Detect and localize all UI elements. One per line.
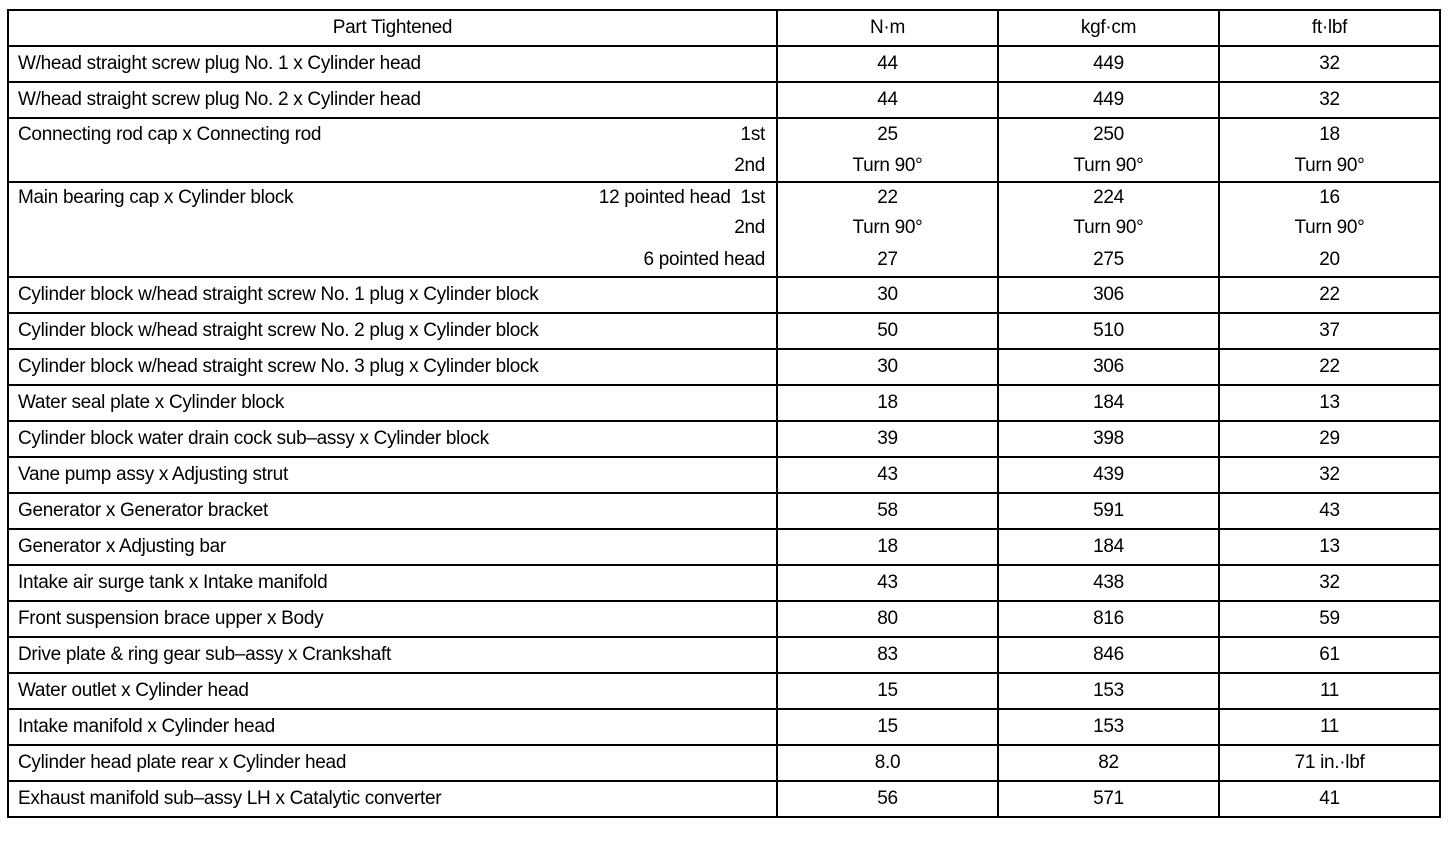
header-part-tightened: Part Tightened — [8, 10, 777, 46]
nm-cell: 15 — [777, 673, 998, 709]
part-cell: Cylinder block w/head straight screw No. 3 plug x Cylinder block — [8, 349, 777, 385]
kgf-cm-cell: 816 — [998, 601, 1219, 637]
ft-lbf-cell: 32 — [1219, 46, 1440, 82]
ft-lbf-cell: 29 — [1219, 421, 1440, 457]
nm-cell — [777, 182, 998, 277]
nm-cell: 15 — [777, 709, 998, 745]
step-value: 250 — [1093, 124, 1124, 145]
table-row — [8, 457, 1440, 493]
table-row-multistep — [8, 118, 1440, 182]
kgf-cm-cell: 184 — [998, 385, 1219, 421]
step-value: 27 — [877, 249, 898, 270]
part-line — [18, 243, 776, 276]
part-cell: Water outlet x Cylinder head — [8, 673, 777, 709]
part-cell: Generator x Generator bracket — [8, 493, 777, 529]
ft-lbf-cell: 22 — [1219, 277, 1440, 313]
nm-cell: 44 — [777, 82, 998, 118]
step-label: 12 pointed head 1st — [598, 187, 765, 208]
step-label: 6 pointed head — [643, 249, 765, 270]
header-ft-lbf: ft·lbf — [1219, 10, 1440, 46]
kgf-cm-cell: 306 — [998, 349, 1219, 385]
table-row — [8, 565, 1440, 601]
table-row — [8, 781, 1440, 817]
part-cell: Intake air surge tank x Intake manifold — [8, 565, 777, 601]
ft-lbf-cell: 11 — [1219, 673, 1440, 709]
table-row — [8, 349, 1440, 385]
kgf-cm-cell: 398 — [998, 421, 1219, 457]
ft-lbf-cell — [1219, 182, 1440, 277]
step-value: 275 — [1093, 249, 1124, 270]
step-value: Turn 90° — [1294, 217, 1365, 238]
part-line — [18, 119, 776, 150]
part-line — [18, 213, 776, 243]
step-value: 25 — [877, 124, 898, 145]
step-value: 22 — [877, 187, 898, 208]
step-value: Turn 90° — [1073, 217, 1144, 238]
part-cell — [8, 182, 777, 277]
nm-cell: 83 — [777, 637, 998, 673]
ft-lbf-cell: 71 in.·lbf — [1219, 745, 1440, 781]
nm-cell: 8.0 — [777, 745, 998, 781]
table-row — [8, 673, 1440, 709]
nm-cell: 50 — [777, 313, 998, 349]
ft-lbf-cell: 32 — [1219, 457, 1440, 493]
table-row — [8, 709, 1440, 745]
step-label: 2nd — [734, 217, 765, 238]
ft-lbf-cell: 11 — [1219, 709, 1440, 745]
table-row — [8, 745, 1440, 781]
ft-lbf-cell: 61 — [1219, 637, 1440, 673]
kgf-cm-cell: 438 — [998, 565, 1219, 601]
part-cell: Exhaust manifold sub–assy LH x Catalytic converter — [8, 781, 777, 817]
kgf-cm-cell: 153 — [998, 709, 1219, 745]
kgf-cm-cell: 449 — [998, 46, 1219, 82]
torque-specification-table — [7, 9, 1441, 818]
kgf-cm-cell: 571 — [998, 781, 1219, 817]
nm-cell: 80 — [777, 601, 998, 637]
ft-lbf-cell: 32 — [1219, 82, 1440, 118]
nm-cell: 44 — [777, 46, 998, 82]
ft-lbf-cell: 41 — [1219, 781, 1440, 817]
table-row — [8, 46, 1440, 82]
step-value: Turn 90° — [1294, 155, 1365, 176]
kgf-cm-cell: 846 — [998, 637, 1219, 673]
ft-lbf-cell: 43 — [1219, 493, 1440, 529]
part-cell: Cylinder block w/head straight screw No. 2 plug x Cylinder block — [8, 313, 777, 349]
part-cell: W/head straight screw plug No. 1 x Cylinder head — [8, 46, 777, 82]
step-value: 16 — [1319, 187, 1340, 208]
nm-cell: 58 — [777, 493, 998, 529]
ft-lbf-cell: 13 — [1219, 385, 1440, 421]
part-cell: Cylinder head plate rear x Cylinder head — [8, 745, 777, 781]
ft-lbf-cell: 32 — [1219, 565, 1440, 601]
step-label: 1st — [740, 124, 765, 145]
part-cell: Intake manifold x Cylinder head — [8, 709, 777, 745]
part-name: Connecting rod cap x Connecting rod — [18, 124, 322, 145]
table-row — [8, 277, 1440, 313]
step-label: 2nd — [734, 155, 765, 176]
kgf-cm-cell: 439 — [998, 457, 1219, 493]
table-row — [8, 82, 1440, 118]
step-value: 18 — [1319, 124, 1340, 145]
kgf-cm-cell: 591 — [998, 493, 1219, 529]
nm-cell: 30 — [777, 277, 998, 313]
kgf-cm-cell: 449 — [998, 82, 1219, 118]
ft-lbf-cell: 59 — [1219, 601, 1440, 637]
part-line — [18, 183, 776, 213]
kgf-cm-cell: 82 — [998, 745, 1219, 781]
step-value: 20 — [1319, 249, 1340, 270]
part-cell: Generator x Adjusting bar — [8, 529, 777, 565]
part-cell: Cylinder block w/head straight screw No. 1 plug x Cylinder block — [8, 277, 777, 313]
nm-cell: 30 — [777, 349, 998, 385]
step-value: 224 — [1093, 187, 1124, 208]
ft-lbf-cell: 13 — [1219, 529, 1440, 565]
nm-cell: 56 — [777, 781, 998, 817]
table-row — [8, 637, 1440, 673]
kgf-cm-cell: 510 — [998, 313, 1219, 349]
ft-lbf-cell: 37 — [1219, 313, 1440, 349]
table-row — [8, 385, 1440, 421]
table-row-multistep — [8, 182, 1440, 277]
part-cell: Drive plate & ring gear sub–assy x Crankshaft — [8, 637, 777, 673]
part-cell — [8, 118, 777, 182]
table-row — [8, 493, 1440, 529]
nm-cell: 39 — [777, 421, 998, 457]
part-cell: Front suspension brace upper x Body — [8, 601, 777, 637]
nm-cell — [777, 118, 998, 182]
nm-cell: 18 — [777, 529, 998, 565]
table-row — [8, 313, 1440, 349]
kgf-cm-cell: 306 — [998, 277, 1219, 313]
ft-lbf-cell — [1219, 118, 1440, 182]
table-row — [8, 421, 1440, 457]
kgf-cm-cell: 153 — [998, 673, 1219, 709]
step-value: Turn 90° — [852, 217, 923, 238]
step-value: Turn 90° — [1073, 155, 1144, 176]
part-cell: W/head straight screw plug No. 2 x Cylinder head — [8, 82, 777, 118]
part-line — [18, 150, 776, 181]
table-row — [8, 601, 1440, 637]
part-name: Main bearing cap x Cylinder block — [18, 187, 294, 208]
nm-cell: 43 — [777, 457, 998, 493]
kgf-cm-cell: 184 — [998, 529, 1219, 565]
kgf-cm-cell — [998, 118, 1219, 182]
step-value: Turn 90° — [852, 155, 923, 176]
ft-lbf-cell: 22 — [1219, 349, 1440, 385]
kgf-cm-cell — [998, 182, 1219, 277]
part-cell: Cylinder block water drain cock sub–assy x Cylinder block — [8, 421, 777, 457]
table-row — [8, 529, 1440, 565]
part-cell: Water seal plate x Cylinder block — [8, 385, 777, 421]
header-kgf-cm: kgf·cm — [998, 10, 1219, 46]
header-nm: N·m — [777, 10, 998, 46]
header-row — [8, 10, 1440, 46]
nm-cell: 18 — [777, 385, 998, 421]
part-cell: Vane pump assy x Adjusting strut — [8, 457, 777, 493]
nm-cell: 43 — [777, 565, 998, 601]
